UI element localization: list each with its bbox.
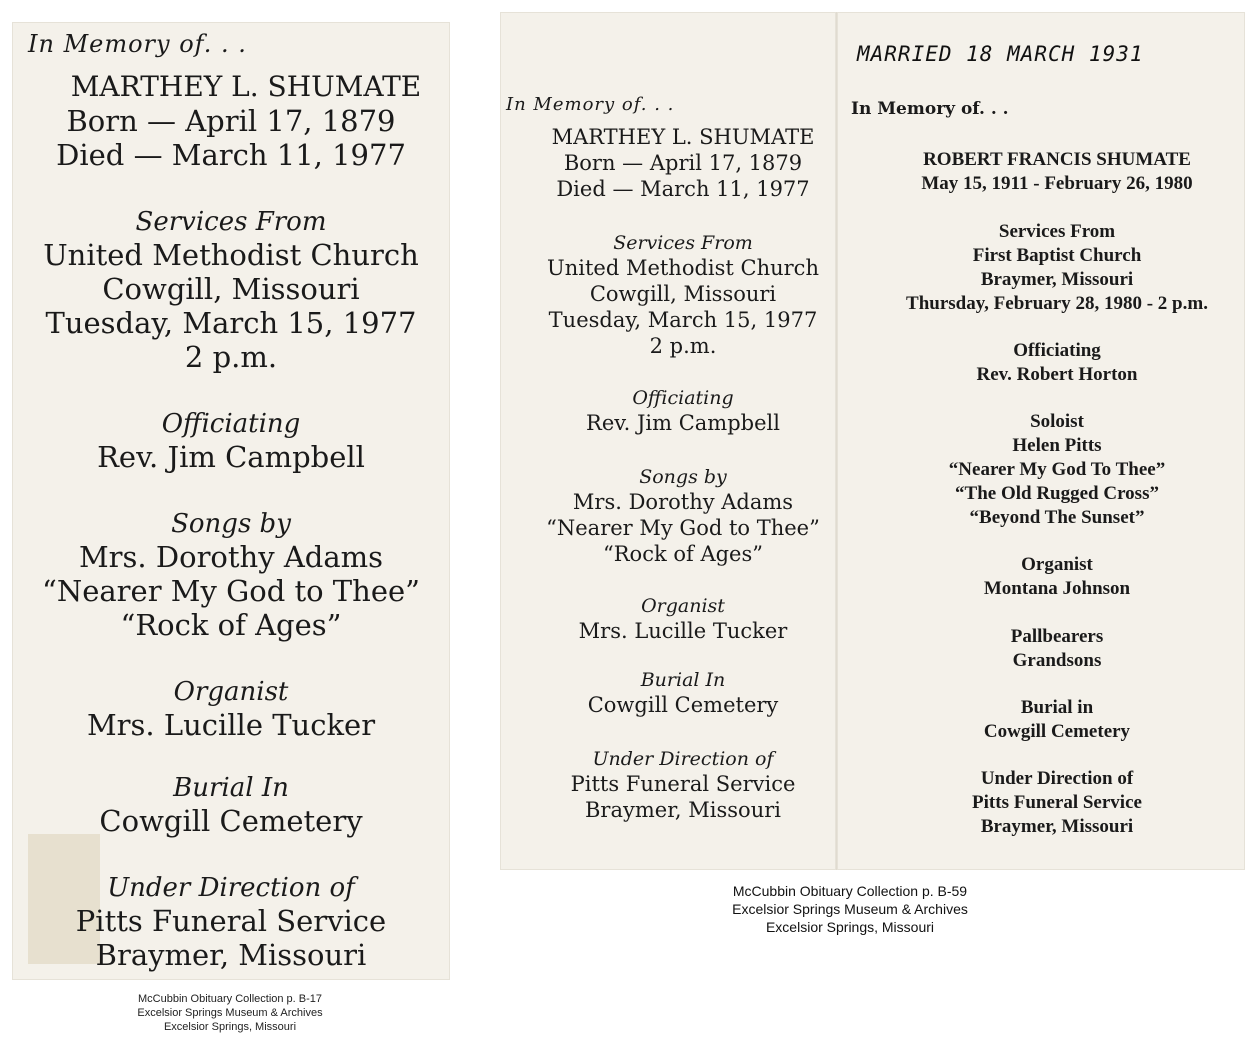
organist-block bbox=[500, 594, 866, 644]
services-line: Cowgill, Missouri bbox=[102, 272, 360, 306]
services-line: 2 p.m. bbox=[184, 340, 278, 374]
pallbearers-block bbox=[837, 625, 1250, 673]
organist-line: Mrs. Lucille Tucker bbox=[86, 708, 376, 742]
soloist-line: Helen Pitts bbox=[1012, 435, 1102, 456]
services-line: Tuesday, March 15, 1977 bbox=[45, 306, 417, 340]
officiating-block bbox=[837, 339, 1250, 387]
handwritten-note: MARRIED 18 MARCH 1931 bbox=[857, 42, 1144, 66]
direction-block bbox=[500, 747, 866, 823]
soloist-line: “Beyond The Sunset” bbox=[969, 507, 1145, 528]
burial-heading: Burial In bbox=[640, 669, 726, 691]
songs-block bbox=[12, 508, 450, 642]
services-line: United Methodist Church bbox=[547, 256, 819, 280]
organist-heading: Organist bbox=[641, 595, 725, 617]
services-line: Braymer, Missouri bbox=[980, 269, 1134, 290]
services-heading: Services From bbox=[135, 207, 327, 237]
burial-heading: Burial in bbox=[1020, 697, 1094, 718]
pallbearers-heading: Pallbearers bbox=[1010, 626, 1104, 647]
caption-line: McCubbin Obituary Collection p. B-17 bbox=[137, 993, 323, 1005]
organist-heading: Organist bbox=[173, 677, 289, 707]
songs-line: “Rock of Ages” bbox=[603, 542, 763, 566]
memorial-card-right bbox=[836, 12, 1245, 870]
burial-heading: Burial In bbox=[173, 773, 289, 803]
services-line: Thursday, February 28, 1980 - 2 p.m. bbox=[906, 293, 1208, 314]
burial-line: Cowgill Cemetery bbox=[983, 721, 1131, 742]
services-line: Tuesday, March 15, 1977 bbox=[548, 308, 818, 332]
organist-heading: Organist bbox=[1021, 554, 1093, 575]
memorial-card-middle bbox=[500, 12, 836, 870]
officiating-block bbox=[500, 386, 866, 436]
direction-block bbox=[12, 872, 450, 972]
officiating-line: Rev. Robert Horton bbox=[976, 364, 1138, 385]
services-heading: Services From bbox=[998, 221, 1116, 242]
name-block bbox=[500, 124, 866, 202]
soloist-heading: Soloist bbox=[1030, 411, 1084, 432]
born-date: Born — April 17, 1879 bbox=[66, 104, 396, 138]
songs-heading: Songs by bbox=[639, 466, 727, 488]
pallbearers-line: Grandsons bbox=[1012, 650, 1102, 671]
memorial-card-left bbox=[12, 22, 450, 980]
direction-heading: Under Direction of bbox=[107, 873, 355, 903]
name-block bbox=[837, 148, 1250, 196]
services-heading: Services From bbox=[613, 232, 753, 254]
organist-block bbox=[12, 676, 450, 742]
died-date: Died — March 11, 1977 bbox=[56, 138, 406, 172]
songs-block bbox=[500, 465, 866, 567]
direction-line: Pitts Funeral Service bbox=[972, 792, 1142, 813]
services-line: 2 p.m. bbox=[649, 334, 717, 358]
direction-line: Braymer, Missouri bbox=[585, 798, 781, 822]
caption-line: Excelsior Springs Museum & Archives bbox=[137, 1007, 323, 1019]
direction-line: Braymer, Missouri bbox=[980, 816, 1134, 837]
direction-line: Pitts Funeral Service bbox=[570, 772, 796, 796]
intro-text: In Memory of. . . bbox=[506, 94, 675, 115]
burial-block bbox=[837, 696, 1250, 744]
deceased-name: ROBERT FRANCIS SHUMATE bbox=[923, 149, 1191, 170]
deceased-name: MARTHEY L. SHUMATE bbox=[70, 70, 422, 103]
intro-text: In Memory of. . . bbox=[28, 30, 247, 58]
soloist-block bbox=[837, 410, 1250, 530]
direction-line: Braymer, Missouri bbox=[95, 938, 367, 972]
officiating-heading: Officiating bbox=[1013, 340, 1101, 361]
burial-line: Cowgill Cemetery bbox=[99, 804, 363, 838]
organist-block bbox=[837, 553, 1250, 601]
songs-line: “Nearer My God to Thee” bbox=[42, 574, 420, 608]
services-block bbox=[500, 231, 866, 359]
songs-line: “Nearer My God to Thee” bbox=[546, 516, 820, 540]
services-block bbox=[837, 220, 1250, 316]
organist-line: Montana Johnson bbox=[983, 578, 1131, 599]
services-line: United Methodist Church bbox=[43, 238, 419, 272]
burial-block bbox=[12, 772, 450, 838]
officiating-line: Rev. Jim Campbell bbox=[586, 411, 780, 435]
songs-line: Mrs. Dorothy Adams bbox=[78, 540, 384, 574]
organist-line: Mrs. Lucille Tucker bbox=[578, 619, 788, 643]
caption-line: Excelsior Springs, Missouri bbox=[765, 919, 935, 935]
burial-line: Cowgill Cemetery bbox=[587, 693, 779, 717]
officiating-block bbox=[12, 408, 450, 474]
caption-line: McCubbin Obituary Collection p. B-59 bbox=[732, 883, 968, 899]
soloist-line: “Nearer My God To Thee” bbox=[948, 459, 1166, 480]
caption-line: Excelsior Springs, Missouri bbox=[163, 1021, 297, 1033]
direction-block bbox=[837, 767, 1250, 839]
services-line: Cowgill, Missouri bbox=[589, 282, 777, 306]
songs-heading: Songs by bbox=[171, 509, 291, 539]
died-date: Died — March 11, 1977 bbox=[556, 177, 810, 201]
direction-line: Pitts Funeral Service bbox=[75, 904, 387, 938]
officiating-heading: Officiating bbox=[161, 409, 301, 439]
services-line: First Baptist Church bbox=[972, 245, 1142, 266]
officiating-heading: Officiating bbox=[632, 387, 734, 409]
songs-line: “Rock of Ages” bbox=[120, 608, 342, 642]
soloist-line: “The Old Rugged Cross” bbox=[955, 483, 1159, 504]
direction-heading: Under Direction of bbox=[592, 748, 774, 770]
officiating-line: Rev. Jim Campbell bbox=[97, 440, 365, 474]
deceased-name: MARTHEY L. SHUMATE bbox=[551, 125, 815, 149]
burial-block bbox=[500, 668, 866, 718]
direction-heading: Under Direction of bbox=[980, 768, 1134, 789]
services-block bbox=[12, 206, 450, 374]
intro-text: In Memory of. . . bbox=[851, 99, 1009, 119]
life-dates: May 15, 1911 - February 26, 1980 bbox=[921, 173, 1193, 194]
caption-left bbox=[100, 992, 360, 1034]
name-block bbox=[12, 70, 450, 172]
songs-line: Mrs. Dorothy Adams bbox=[572, 490, 794, 514]
born-date: Born — April 17, 1879 bbox=[563, 151, 803, 175]
caption-line: Excelsior Springs Museum & Archives bbox=[732, 901, 968, 917]
caption-middle bbox=[700, 882, 1000, 936]
